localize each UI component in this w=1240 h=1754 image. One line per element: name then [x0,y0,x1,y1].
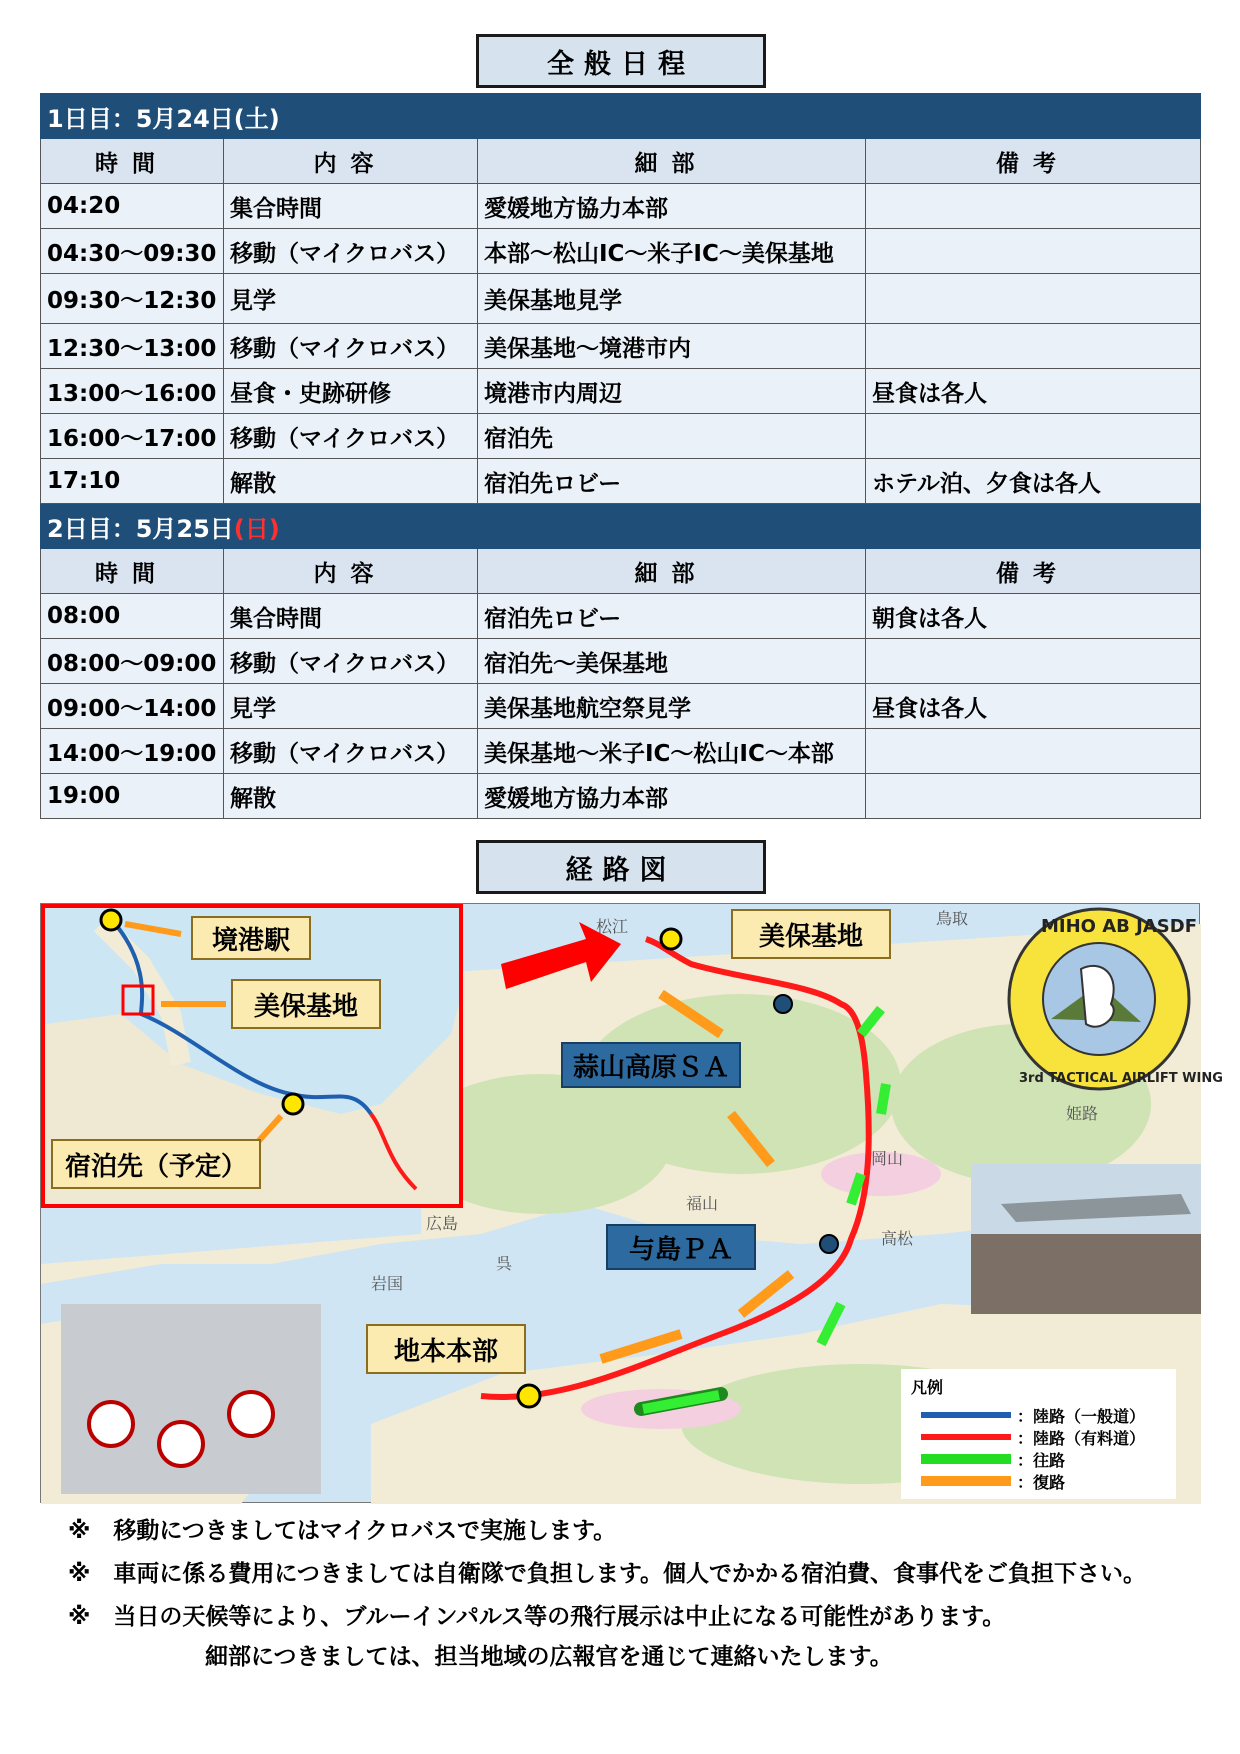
emblem-text-bottom: 3rd TACTICAL AIRLIFT WING [1019,1071,1223,1086]
cell-note [866,229,1201,274]
cell-content: 移動（マイクロバス） [224,639,478,684]
map-label-takamatsu: 高松 [881,1229,914,1248]
table-row [41,459,1201,504]
cell-time: 16:00～17:00 [41,414,224,459]
cell-detail: 境港市内周辺 [478,369,866,414]
callout-miho-main: 美保基地 [731,909,891,959]
header-detail: 細部 [478,139,866,184]
cell-detail: 美保基地～境港市内 [478,324,866,369]
callout-hq: 地本本部 [366,1324,526,1374]
header-detail: 細部 [478,549,866,594]
cell-content: 解散 [224,459,478,504]
cell-time: 04:30～09:30 [41,229,224,274]
cell-content: 移動（マイクロバス） [224,324,478,369]
column-header-row [41,549,1201,594]
table-row [41,229,1201,274]
cell-time: 08:00 [41,594,224,639]
cell-detail: 宿泊先 [478,414,866,459]
legend-swatch [921,1476,1011,1486]
day2-weekday: (日) [233,514,280,543]
yoshima-marker [820,1235,838,1253]
miho-marker [661,929,681,949]
cell-time: 04:20 [41,184,224,229]
cell-content: 集合時間 [224,184,478,229]
cell-content: 見学 [224,684,478,729]
cell-time: 19:00 [41,774,224,819]
table-row [41,274,1201,324]
callout-miho-inset: 美保基地 [231,979,381,1029]
map-label-iwakuni: 岩国 [371,1274,404,1293]
cell-content: 解散 [224,774,478,819]
day1-header-row [41,94,1201,139]
table-row [41,369,1201,414]
cell-content: 集合時間 [224,594,478,639]
aircraft-photo [971,1164,1201,1314]
cell-detail: 美保基地見学 [478,274,866,324]
cell-detail: 本部～松山IC～米子IC～美保基地 [478,229,866,274]
cell-note [866,639,1201,684]
legend-item-general-road: ：陸路（一般道） [921,1405,1145,1425]
map-label-himeji: 姫路 [1066,1104,1099,1123]
map-label-okayama: 岡山 [871,1149,904,1168]
lodging-marker [283,1094,303,1114]
column-header-row [41,139,1201,184]
note-costs: ※ 車両に係る費用につきましては自衛隊で負担します。個人でかかる宿泊費、食事代をご負担下さい。 [68,1561,1147,1587]
header-content: 内容 [224,549,478,594]
table-row [41,324,1201,369]
cell-detail: 宿泊先ロビー [478,594,866,639]
motorcycle-team-photo [61,1304,321,1494]
header-time: 時間 [41,549,224,594]
day2-label: 2日目：5月25日(日) [41,504,1201,549]
route-map [40,903,1223,1503]
table-row [41,639,1201,684]
schedule-title: 全般日程 [476,34,766,88]
cell-detail: 宿泊先～美保基地 [478,639,866,684]
table-row [41,184,1201,229]
cell-note: 朝食は各人 [866,594,1201,639]
day1-weekday: (土) [233,104,280,133]
note-transport: ※ 移動につきましてはマイクロバスで実施します。 [68,1518,617,1544]
table-row [41,729,1201,774]
table-row [41,594,1201,639]
cell-note: 昼食は各人 [866,684,1201,729]
cell-time: 14:00～19:00 [41,729,224,774]
hiruzen-marker [774,995,792,1013]
outbound-arrow [881,1084,886,1114]
cell-detail: 美保基地～米子IC～松山IC～本部 [478,729,866,774]
callout-sakaiminato-station: 境港駅 [191,916,311,960]
legend-item-toll-road: ：陸路（有料道） [921,1427,1145,1447]
cell-time: 17:10 [41,459,224,504]
legend-title: 凡例 [911,1378,944,1397]
map-label-tottori: 鳥取 [936,909,969,928]
cell-time: 13:00～16:00 [41,369,224,414]
cell-content: 見学 [224,274,478,324]
legend-swatch [921,1434,1011,1440]
cell-note [866,729,1201,774]
cell-detail: 美保基地航空祭見学 [478,684,866,729]
cell-note [866,414,1201,459]
header-note: 備考 [866,139,1201,184]
cell-content: 移動（マイクロバス） [224,414,478,459]
table-row [41,414,1201,459]
cell-content: 移動（マイクロバス） [224,729,478,774]
cell-note: 昼食は各人 [866,369,1201,414]
map-label-fukuyama: 福山 [686,1194,719,1213]
cell-note: ホテル泊、夕食は各人 [866,459,1201,504]
cell-time: 09:30～12:30 [41,274,224,324]
emblem-text-top: MIHO AB JASDF [1041,916,1197,937]
day2-header-row [41,504,1201,549]
cell-content: 昼食・史跡研修 [224,369,478,414]
legend-item-outbound: ：往路 [921,1449,1065,1469]
legend-swatch [921,1454,1011,1464]
cell-note [866,184,1201,229]
cell-content: 移動（マイクロバス） [224,229,478,274]
note-contact: 細部につきましては、担当地域の広報官を通じて連絡いたします。 [205,1644,893,1670]
map-label-matsue: 松江 [596,917,629,936]
day1-label: 1日目：5月24日(土) [41,94,1201,139]
header-note: 備考 [866,549,1201,594]
sakaiminato-marker [101,910,121,930]
header-content: 内容 [224,139,478,184]
cell-note [866,324,1201,369]
table-row [41,774,1201,819]
note-weather: ※ 当日の天候等により、ブルーインパルス等の飛行展示は中止になる可能性があります。 [68,1604,1006,1630]
cell-detail: 愛媛地方協力本部 [478,774,866,819]
schedule-table [40,93,1201,819]
legend-swatch [921,1412,1011,1418]
route-map-title: 経路図 [476,840,766,894]
map-legend [901,1369,1176,1499]
cell-note [866,274,1201,324]
cell-time: 09:00～14:00 [41,684,224,729]
map-label-kure: 呉 [496,1254,513,1273]
hq-marker [518,1385,540,1407]
legend-item-return: ：復路 [921,1471,1065,1491]
cell-time: 08:00～09:00 [41,639,224,684]
cell-time: 12:30～13:00 [41,324,224,369]
callout-yoshima-pa: 与島ＰＡ [606,1224,756,1270]
cell-detail: 愛媛地方協力本部 [478,184,866,229]
map-label-hiroshima: 広島 [426,1214,459,1233]
callout-lodging: 宿泊先（予定） [51,1139,261,1189]
callout-hiruzen-sa: 蒜山高原ＳＡ [561,1042,741,1088]
cell-detail: 宿泊先ロビー [478,459,866,504]
table-row [41,684,1201,729]
cell-note [866,774,1201,819]
header-time: 時間 [41,139,224,184]
